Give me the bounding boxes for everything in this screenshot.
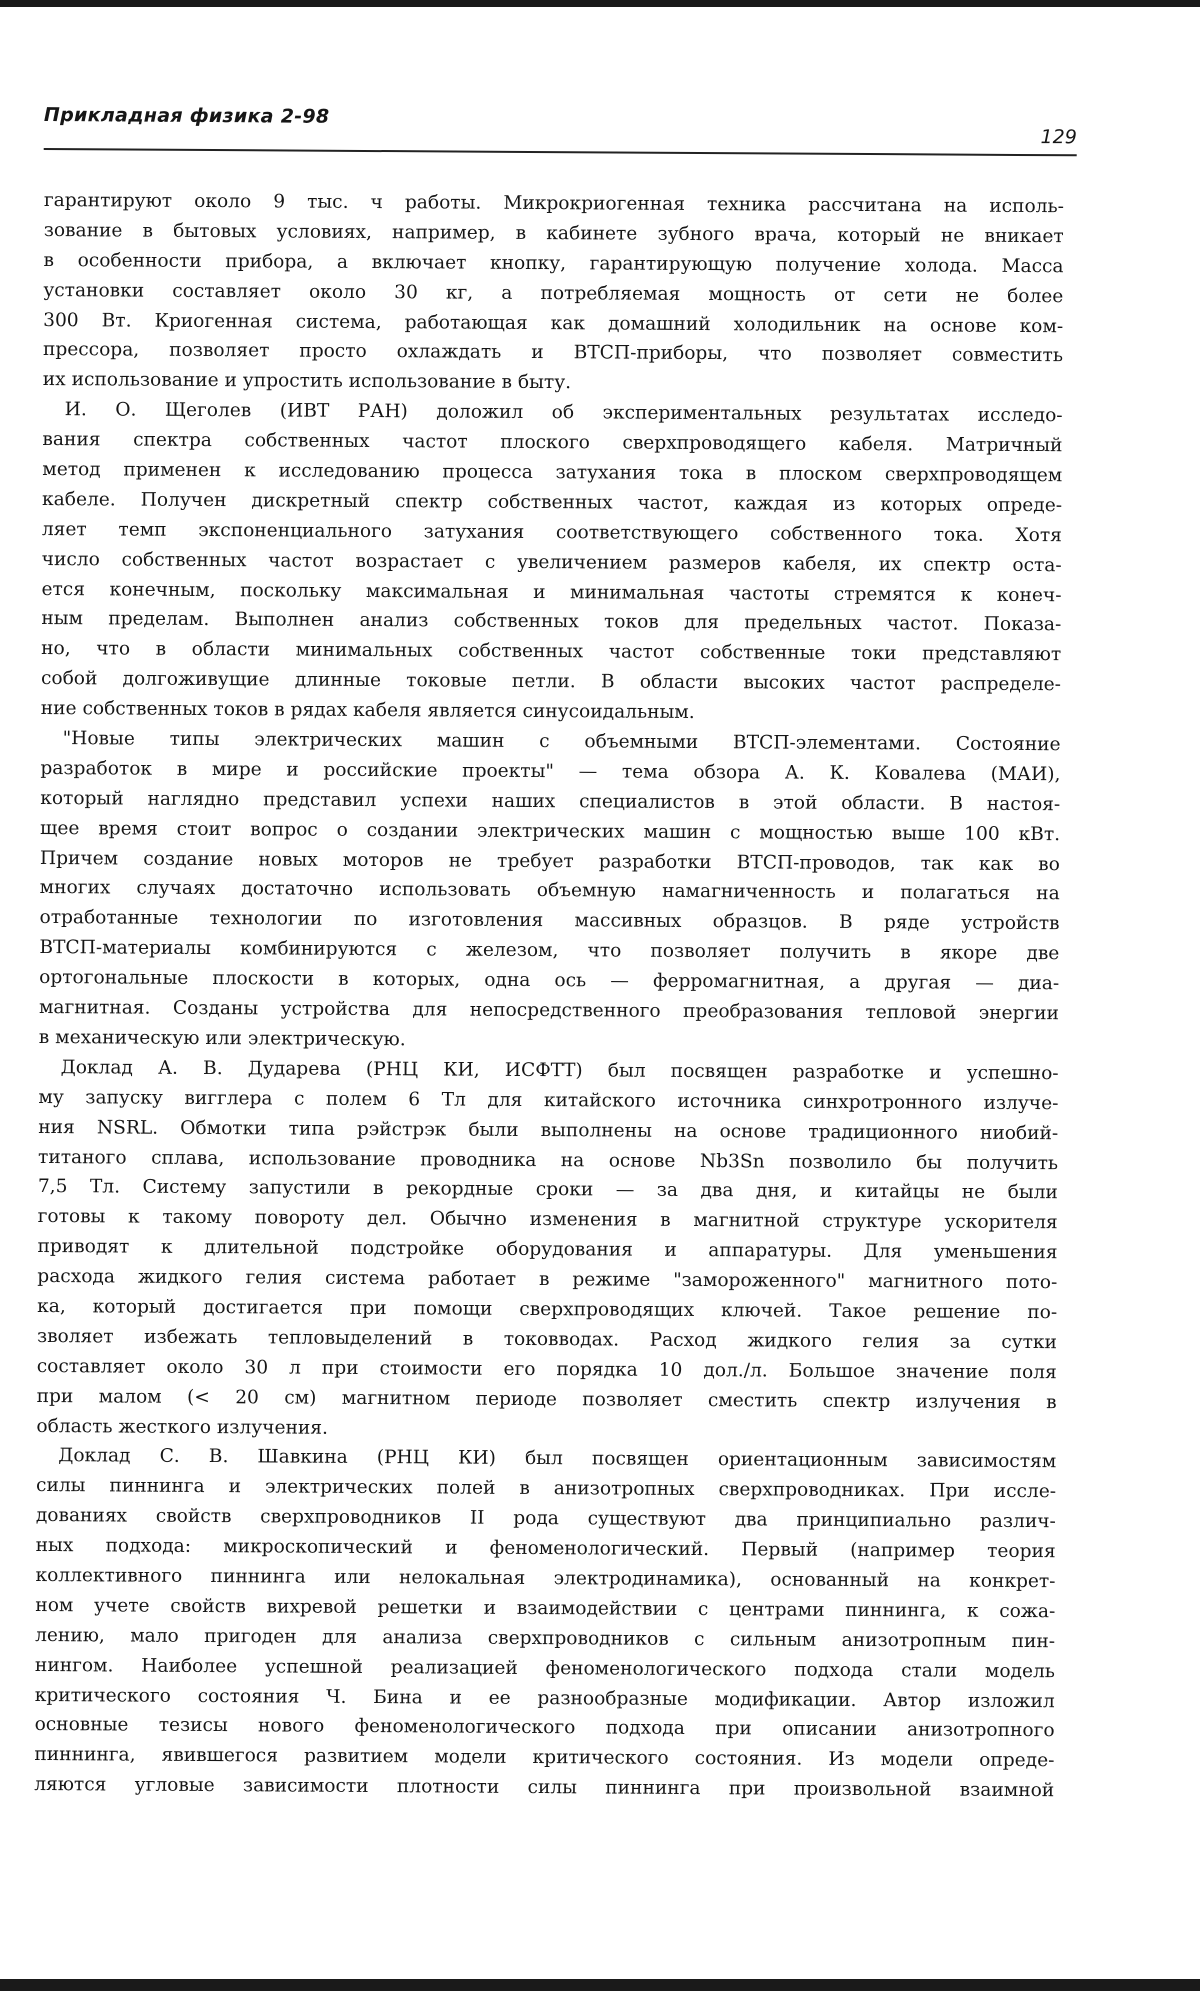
text-line: установки составляет около 30 кг, а потребляемая мощность от сети не более <box>43 279 1064 307</box>
text-line: критического состояния Ч. Бина и ее разнообразные модификации. Автор изложил <box>34 1684 1055 1712</box>
text-line: ном учете свойств вихревой решетки и взаимодействии с центрами пиннинга, к сожа- <box>35 1594 1056 1623</box>
text-line: прессора, позволяет просто охлаждать и ВТСП-приборы, что позволяет совместить <box>42 339 1064 367</box>
text-line: 300 Вт. Криогенная система, работающая как домашний холодильник на основе ком- <box>43 309 1064 337</box>
text-line: Доклад С. В. Шавкина (РНЦ КИ) был посвящен ориентационным зависимостям <box>58 1445 1057 1473</box>
page-number: 129 <box>1040 126 1077 149</box>
text-line: собой долгоживущие длинные токовые петли. В области высоких частот распределе- <box>40 668 1062 696</box>
text-line: Причем создание новых моторов не требует разработки ВТСП-проводов, так как во <box>39 847 1060 875</box>
text-line: зволяет избежать тепловыделений в токовводах. Расход жидкого гелия за сутки <box>36 1325 1058 1354</box>
text-line: метод применен к исследованию процесса затухания тока в плоском сверхпроводящем <box>42 459 1063 487</box>
text-line: ется конечным, поскольку максимальная и минимальная частоты стремятся к конеч- <box>41 578 1062 606</box>
text-line: который наглядно представил успехи наших специалистов в этой области. В настоя- <box>40 787 1061 816</box>
text-line: му запуску вигглера с полем 6 Тл для китайского источника синхротронного излуче- <box>38 1086 1059 1114</box>
text-line: но, что в области минимальных собственных частот собственные токи представляют <box>41 638 1062 666</box>
text-line: лению, мало пригоден для анализа сверхпроводников с сильным анизотропным пин- <box>35 1624 1056 1652</box>
text-line: И. О. Щеголев (ИВТ РАН) доложил об экспериментальных результатах исследо- <box>64 399 1063 427</box>
text-line: в особенности прибора, а включает кнопку, гарантирующую получение холода. Масса <box>43 249 1064 278</box>
text-line: магнитная. Созданы устройства для непосредственного преобразования тепловой энергии <box>38 997 1060 1025</box>
text-line: коллективного пиннинга или нелокальная электродинамика), основанный на конкрет- <box>35 1564 1056 1593</box>
text-line: 7,5 Тл. Систему запустили в рекордные сроки — за два дня, и китайцы не были <box>37 1176 1058 1204</box>
text-line: зование в бытовых условиях, например, в кабинете зубного врача, который не вникает <box>43 219 1064 248</box>
running-head <box>44 104 1077 156</box>
text-line: дованиях свойств сверхпроводников II рода существуют два принципиально различ- <box>35 1505 1056 1533</box>
text-line: составляет около 30 л при стоимости его порядка 10 дол./л. Большое значение поля <box>36 1355 1057 1383</box>
text-line: многих случаях достаточно использовать объемную намагниченность и полагаться на <box>39 877 1060 905</box>
text-line: щее время стоит вопрос о создании электрических машин с мощностью выше 100 кВт. <box>40 817 1061 845</box>
text-line: нингом. Наиболее успешной реализацией феноменологического подхода стали модель <box>34 1654 1056 1682</box>
journal-title: Прикладная физика 2-98 <box>43 104 330 128</box>
text-line: кабеле. Получен дискретный спектр собственных частот, каждая из которых опреде- <box>42 488 1063 517</box>
text-line: их использование и упростить использование в быту. <box>42 369 572 394</box>
text-line: ния NSRL. Обмотки типа рэйстрэк были выполнены на основе традиционного ниобий- <box>38 1116 1059 1144</box>
text-line: ка, который достигается при помощи сверхпроводящих ключей. Такое решение по- <box>37 1295 1058 1324</box>
text-line: ляет темп экспоненциального затухания соответствующего собственного тока. Хотя <box>41 518 1062 547</box>
text-line: основные тезисы нового феноменологического подхода при описании анизотропного <box>34 1714 1055 1742</box>
article-body <box>34 186 1064 1806</box>
text-line: "Новые типы электрических машин с объемными ВТСП-элементами. Состояние <box>62 728 1061 756</box>
text-line: разработок в мире и российские проекты" — тема обзора А. К. Ковалева (МАИ), <box>40 757 1061 786</box>
text-line: ляются угловые зависимости плотности силы пиннинга при произвольной взаимной <box>34 1774 1055 1802</box>
text-line: Доклад А. В. Дударева (РНЦ КИ, ИСФТТ) был посвящен разработке и успешно- <box>60 1056 1059 1085</box>
text-line: расхода жидкого гелия система работает в режиме "замороженного" магнитного пото- <box>37 1266 1058 1294</box>
text-line: число собственных частот возрастает с увеличением размеров кабеля, их спектр оста- <box>41 548 1062 576</box>
text-line: гарантируют около 9 тыс. ч работы. Микрокриогенная техника рассчитана на исполь- <box>43 189 1064 218</box>
scan-edge-bottom <box>0 1979 1200 1991</box>
text-line: ВТСП-материалы комбинируются с железом, что позволяет получить в якоре две <box>39 937 1060 965</box>
text-line: приводят к длительной подстройке оборудования и аппаратуры. Для уменьшения <box>37 1236 1058 1264</box>
text-line: ортогональные плоскости в которых, одна ось — ферромагнитная, а другая — диа- <box>39 967 1060 995</box>
text-line: область жесткого излучения. <box>36 1415 328 1439</box>
text-line: силы пиннинга и электрических полей в анизотропных сверхпроводниках. При иссле- <box>35 1475 1057 1503</box>
text-line: титаного сплава, использование проводника на основе Nb3Sn позволило бы получить <box>38 1146 1059 1174</box>
text-line: ние собственных токов в рядах кабеля является синусоидальным. <box>40 698 695 724</box>
text-line: ным пределам. Выполнен анализ собственных токов для предельных частот. Показа- <box>41 608 1062 636</box>
text-line: пиннинга, явившегося развитием модели критического состояния. Из модели опреде- <box>34 1744 1055 1772</box>
text-line: отработанные технологии по изготовления массивных образцов. В ряде устройств <box>39 907 1060 935</box>
text-line: готовы к такому повороту дел. Обычно изменения в магнитной структуре ускорителя <box>37 1206 1058 1234</box>
text-line: вания спектра собственных частот плоского сверхпроводящего кабеля. Матричный <box>42 429 1063 457</box>
text-line: в механическую или электрическую. <box>38 1026 406 1051</box>
text-line: при малом (< 20 см) магнитном периоде позволяет сместить спектр излучения в <box>36 1385 1057 1413</box>
text-line: ных подхода: микроскопический и феноменологический. Первый (например теория <box>35 1535 1056 1563</box>
